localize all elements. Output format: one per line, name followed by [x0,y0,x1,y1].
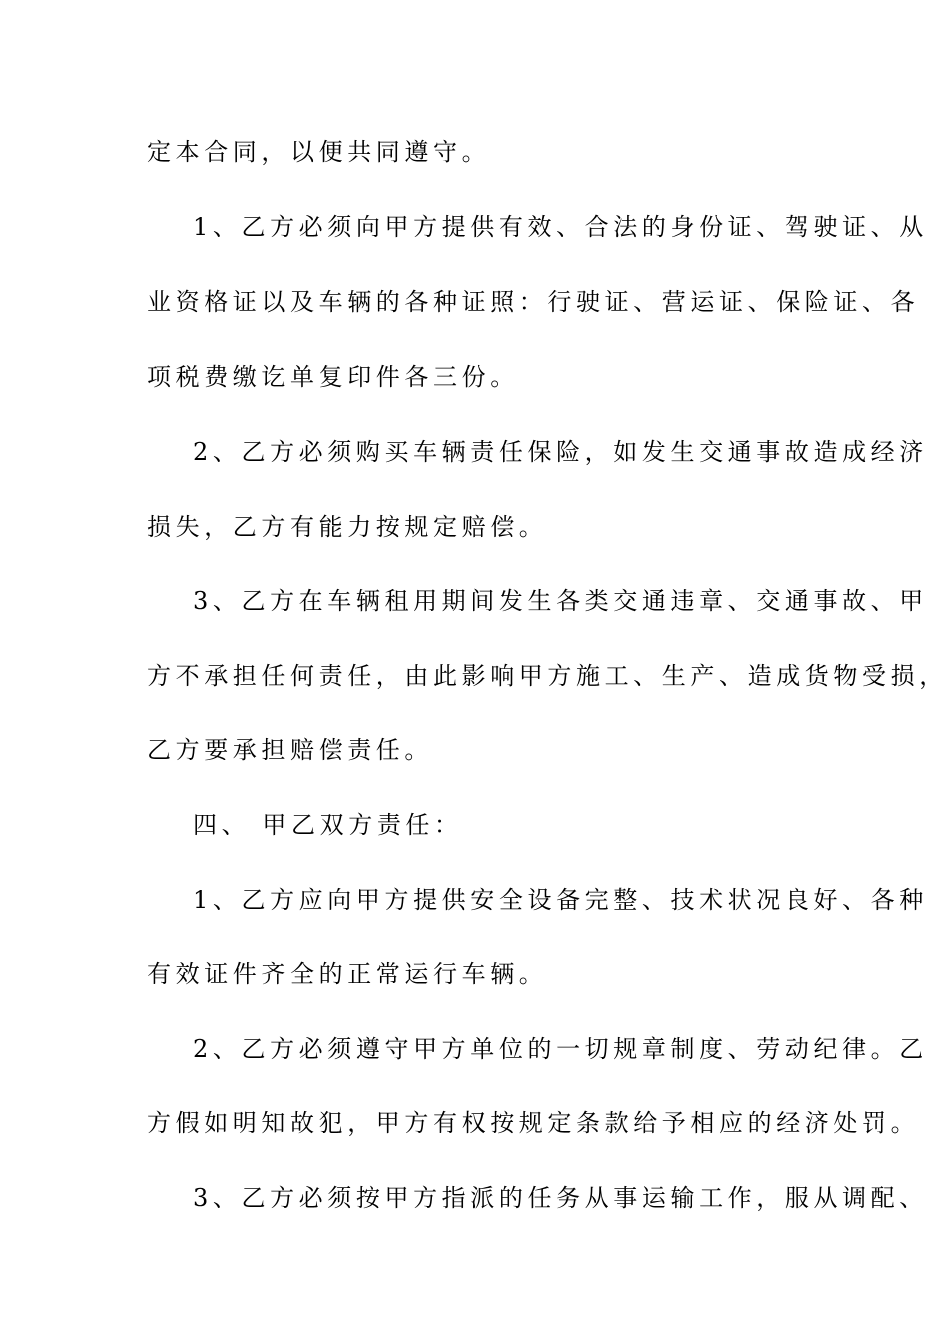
paragraph-line: 3、乙方必须按甲方指派的任务从事运输工作，服从调配、 [193,1184,928,1212]
paragraph-line: 损失，乙方有能力按规定赔偿。 [147,513,548,541]
paragraph-line: 有效证件齐全的正常运行车辆。 [147,960,548,988]
paragraph-line: 2、乙方必须购买车辆责任保险，如发生交通事故造成经济 [193,438,928,466]
paragraph-line: 2、乙方必须遵守甲方单位的一切规章制度、劳动纪律。乙 [193,1035,928,1063]
paragraph-line: 项税费缴讫单复印件各三份。 [147,363,519,391]
paragraph-line: 方不承担任何责任，由此影响甲方施工、生产、造成货物受损， [147,662,948,690]
paragraph-line: 3、乙方在车辆租用期间发生各类交通违章、交通事故、甲 [193,587,928,615]
section-heading: 四、 甲乙双方责任： [193,811,463,839]
paragraph-line: 1、乙方应向甲方提供安全设备完整、技术状况良好、各种 [193,886,928,914]
paragraph-line: 定本合同，以便共同遵守。 [147,138,491,166]
paragraph-line: 1、乙方必须向甲方提供有效、合法的身份证、驾驶证、从 [193,213,928,241]
paragraph-line: 乙方要承担赔偿责任。 [147,736,433,764]
paragraph-line: 业资格证以及车辆的各种证照：行驶证、营运证、保险证、各 [147,288,920,316]
paragraph-line: 方假如明知故犯，甲方有权按规定条款给予相应的经济处罚。 [147,1109,920,1137]
